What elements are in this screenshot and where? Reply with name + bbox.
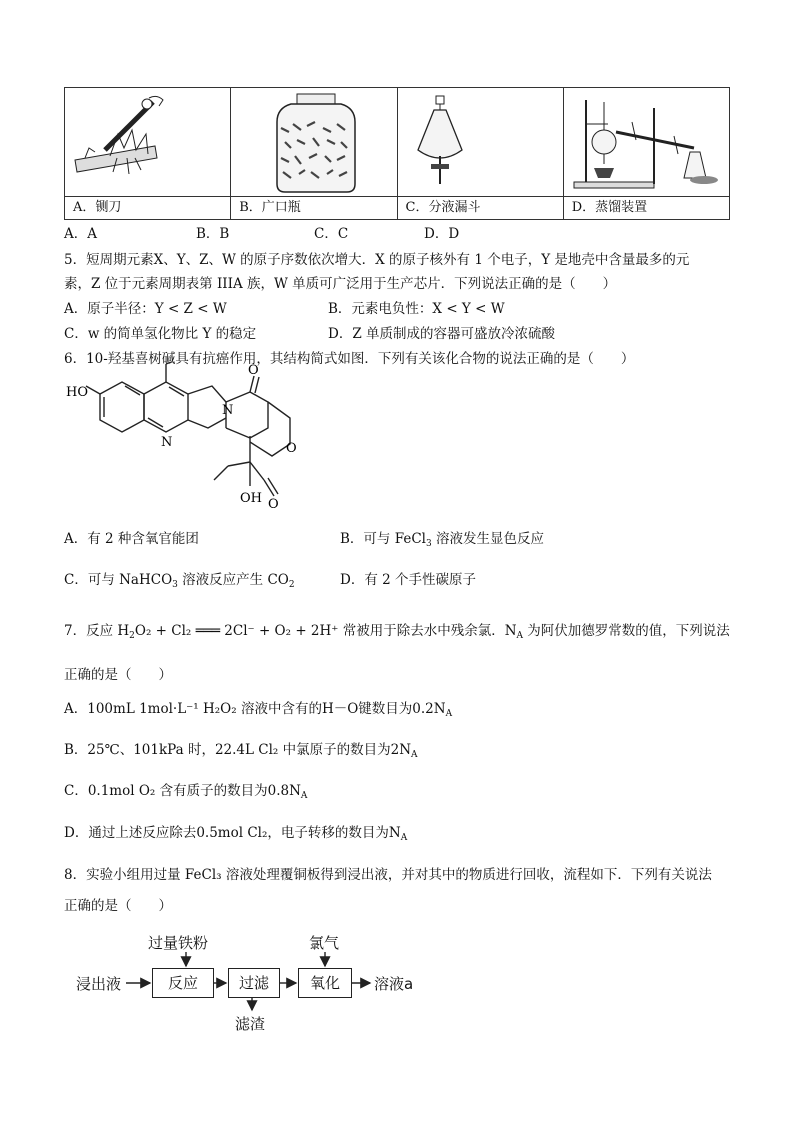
flow-reagent2-label: 氯气 xyxy=(309,934,340,952)
q4-option-d: D．D xyxy=(424,226,460,242)
flow-step-filter: 过滤 xyxy=(228,968,280,998)
q7-option-c: C．0.1mol O₂ 含有质子的数目为$0.8N_A$ xyxy=(64,783,308,801)
q4-option-a: A．A xyxy=(64,226,97,242)
q8-stem-line1: 8．实验小组用过量 FeCl₃ 溶液处理覆铜板得到浸出液，并对其中的物质进行回收，流程如下．下列有关说法 xyxy=(64,867,712,883)
tool-label-a: A．铡刀 xyxy=(65,197,231,220)
wide-mouth-bottle-icon xyxy=(231,88,401,196)
q5-option-b: B．元素电负性：X < Y < W xyxy=(328,301,505,317)
separatory-funnel-icon xyxy=(398,88,568,196)
funnel-image-cell xyxy=(397,88,563,197)
q5-stem-line1: 5．短周期元素X、Y、Z、W 的原子序数依次增大．X 的原子核外有 1 个电子，Y 是地壳中含量最多的元 xyxy=(64,252,690,268)
q6-option-b: B．可与 FeCl$_3$ 溶液发生显色反应 xyxy=(340,531,545,549)
distillation-image-cell xyxy=(563,88,729,197)
flow-output-label: 溶液a xyxy=(374,975,414,993)
q5-stem-line2: 素，Z 位于元素周期表第 IIIA 族，W 单质可广泛用于生产芯片．下列说法正确的是（ ） xyxy=(64,276,617,292)
q5-option-c: C．w 的简单氢化物比 Y 的稳定 xyxy=(64,326,257,342)
struct-label-n2: N xyxy=(222,403,234,418)
hydroxycamptothecin-structure xyxy=(64,362,304,514)
tool-label-c: C．分液漏斗 xyxy=(397,197,563,220)
distillation-apparatus-icon xyxy=(564,88,734,196)
flow-reagent1-label: 过量铁粉 xyxy=(148,934,209,952)
struct-label-o2: O xyxy=(286,441,297,456)
struct-label-o1: O xyxy=(248,363,259,378)
struct-label-ho: HO xyxy=(66,385,88,400)
q8-stem-line2: 正确的是（ ） xyxy=(64,898,172,914)
flow-step-reaction: 反应 xyxy=(152,968,214,998)
struct-label-n1: N xyxy=(161,435,173,450)
q6-option-c: C．可与 NaHCO$_3$ 溶液反应产生 $CO_2$ xyxy=(64,572,295,590)
q7-option-b: B．25℃、101kPa 时，22.4L Cl₂ 中氯原子的数目为$2N_A$ xyxy=(64,742,418,760)
q7-stem-line1: 7．反应 $H_2O_2 + Cl_2$ ═══ 2Cl⁻ + O₂ + 2H⁺ 常被用于除去水中残余氯．$N_A$ 为阿伏加德罗常数的值，下列说法 xyxy=(64,623,730,641)
q6-option-a: A．有 2 种含氧官能团 xyxy=(64,531,199,547)
flow-residue-label: 滤渣 xyxy=(235,1015,266,1033)
q6-option-d: D．有 2 个手性碳原子 xyxy=(340,572,476,588)
q4-option-b: B．B xyxy=(196,226,230,242)
guillotine-image-cell xyxy=(65,88,231,197)
q6-stem: 6．10-羟基喜树碱具有抗癌作用，其结构简式如图．下列有关该化合物的说法正确的是（ ） xyxy=(64,351,635,367)
apparatus-table xyxy=(64,87,730,220)
flow-step-oxidation: 氧化 xyxy=(298,968,352,998)
tool-label-d: D．蒸馏装置 xyxy=(563,197,729,220)
struct-label-o3: O xyxy=(268,497,279,512)
jar-image-cell xyxy=(231,88,397,197)
flow-input-label: 浸出液 xyxy=(76,975,122,993)
q4-option-c: C．C xyxy=(314,226,349,242)
q5-option-d: D．Z 单质制成的容器可盛放冷浓硫酸 xyxy=(328,326,555,342)
tool-label-b: B．广口瓶 xyxy=(231,197,397,220)
q7-option-d: D．通过上述反应除去0.5mol Cl₂，电子转移的数目为$N_A$ xyxy=(64,825,408,843)
q7-stem-line2: 正确的是（ ） xyxy=(64,667,172,683)
q5-option-a: A．原子半径：Y < Z < W xyxy=(64,301,227,317)
q7-option-a: A．100mL 1mol·L⁻¹ H₂O₂ 溶液中含有的H－O键数目为$0.2N_A$ xyxy=(64,701,453,719)
struct-label-oh: OH xyxy=(240,491,262,506)
guillotine-cutter-icon xyxy=(65,88,235,196)
